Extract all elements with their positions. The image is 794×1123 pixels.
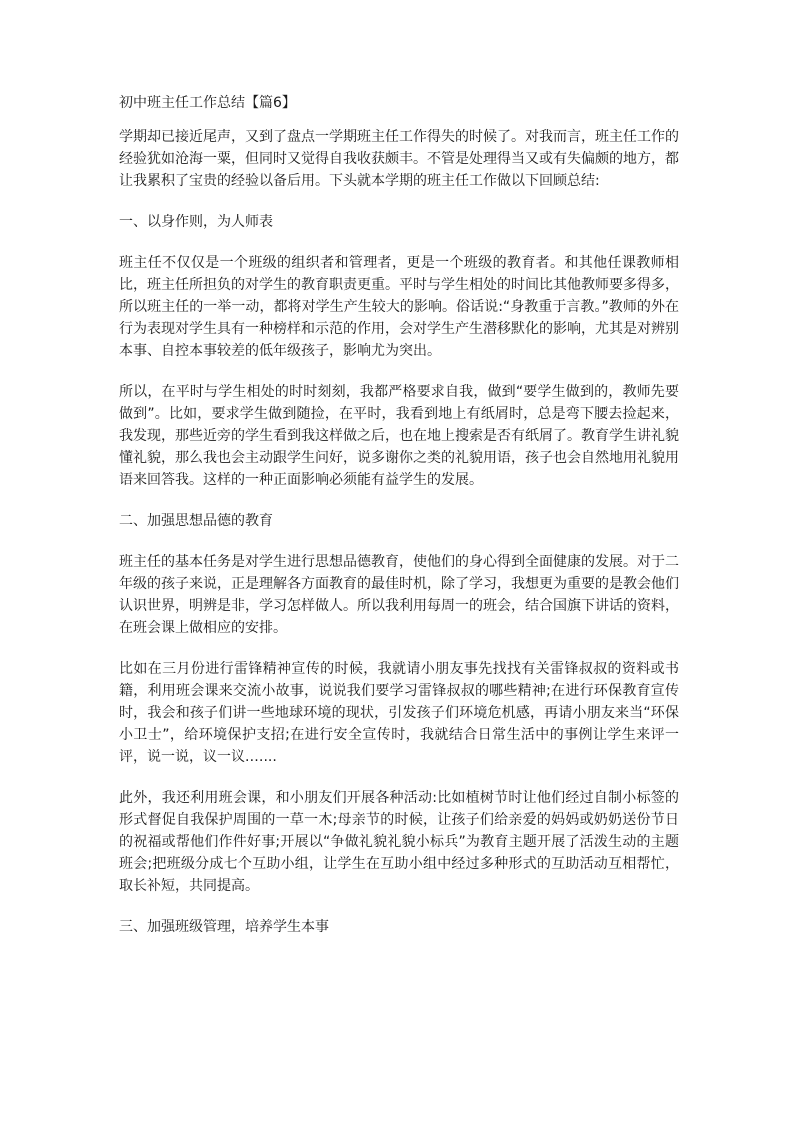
document-page xyxy=(119,92,679,957)
document-title: 初中班主任工作总结【篇6】 xyxy=(119,95,296,111)
paragraph-lei-feng: 比如在三月份进行雷锋精神宣传的时候，我就请小朋友事先找找有关雷锋叔叔的资料或书籍，利用班会课来交流小故事，说说我们要学习雷锋叔叔的哪些精神;在进行环保教育宣传时，我会和孩子们讲一些地球环境的现状，引发孩子们环境危机感，再请小朋友来当“环保小卫士”，给环境保护支招;在进行安全宣传时，我就结合日常生活中的事例让学生来评一评，说一说，议一议.…... xyxy=(119,661,679,765)
paragraph-moral-education: 班主任的基本任务是对学生进行思想品德教育，使他们的身心得到全面健康的发展。对于二年级的孩子来说，正是理解各方面教育的最佳时机，除了学习，我想更为重要的是教会他们认识世界，明辨是非，学习怎样做人。所以我利用每周一的班会，结合国旗下讲话的资料，在班会课上做相应的安排。 xyxy=(119,554,679,636)
section-heading-3: 三、加强班级管理，培养学生本事 xyxy=(119,919,329,935)
paragraph-role-model: 班主任不仅仅是一个班级的组织者和管理者，更是一个班级的教育者。和其他任课教师相比，班主任所担负的对学生的教育职责更重。平时与学生相处的时间比其他教师要多得多，所以班主任的一举一动，都将对学生产生较大的影响。俗话说:“身教重于言教。”教师的外在行为表现对学生具有一种榜样和示范的作用，会对学生产生潜移默化的影响，尤其是对辨别本事、自控本事较差的低年级孩子，影响尤为突出。 xyxy=(119,255,679,359)
paragraph-intro: 学期却已接近尾声，又到了盘点一学期班主任工作得失的时候了。对我而言，班主任工作的经验犹如沧海一粟，但同时又觉得自我收获颇丰。不管是处理得当又或有失偏颇的地方，都让我累积了宝贵的经验以备后用。下头就本学期的班主任工作做以下回顾总结: xyxy=(119,129,679,189)
section-heading-1: 一、以身作则，为人师表 xyxy=(119,214,273,230)
section-heading-2: 二、加强思想品德的教育 xyxy=(119,513,273,529)
paragraph-activities: 此外，我还利用班会课，和小朋友们开展各种活动:比如植树节时让他们经过自制小标签的形式督促自我保护周围的一草一木;母亲节的时候，让孩子们给亲爱的妈妈或奶奶送份节日的祝福或帮他们作件好事;开展以“争做礼貌礼貌小标兵”为教育主题开展了活泼生动的主题班会;把班级分成七个互助小组，让学生在互助小组中经过多种形式的互助活动互相帮忙，取长补短，共同提高。 xyxy=(119,790,679,894)
paragraph-self-discipline: 所以，在平时与学生相处的时时刻刻，我都严格要求自我，做到“要学生做到的，教师先要做到”。比如，要求学生做到随捡，在平时，我看到地上有纸屑时，总是弯下腰去捡起来，我发现，那些近旁的学生看到我这样做之后，也在地上搜索是否有纸屑了。教育学生讲礼貌懂礼貌，那么我也会主动跟学生问好，说多谢你之类的礼貌用语，孩子也会自然地用礼貌用语来回答我。这样的一种正面影响必须能有益学生的发展。 xyxy=(119,384,679,488)
